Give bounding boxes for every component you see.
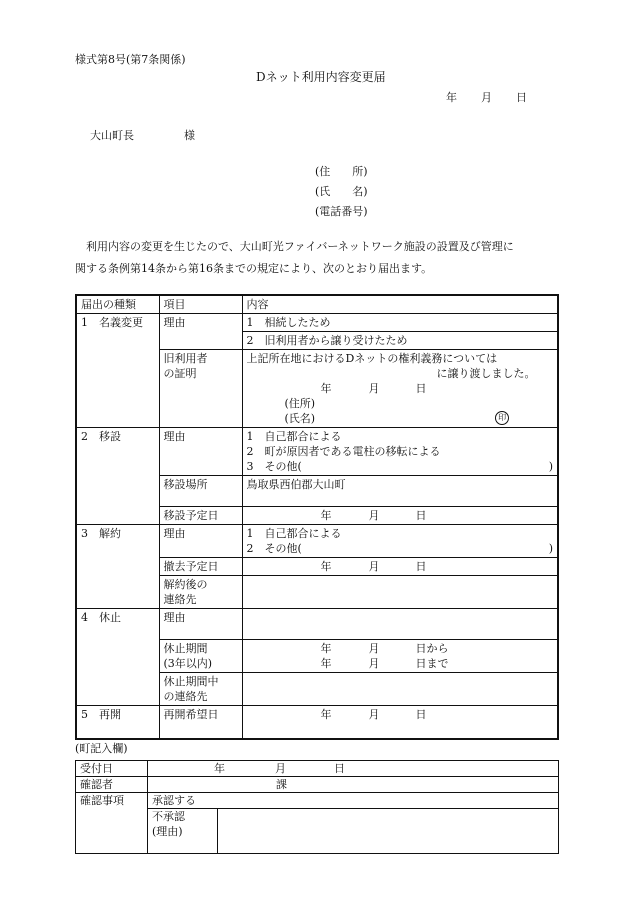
s3-reason-opt2: 2 その他(: [246, 542, 302, 555]
s3-reason-opt1: 1 自己都合による: [246, 527, 342, 540]
table-row: [76, 761, 559, 777]
s5-month: 月: [368, 708, 380, 721]
s5-day: 日: [415, 708, 427, 721]
s1-cert-label-1: 旧利用者: [163, 352, 208, 365]
s4-to-month: 月: [368, 657, 380, 670]
s1-cert-address: (住所): [284, 397, 316, 410]
s1-cert-month: 月: [368, 382, 380, 395]
s2-type-label: 2 移設: [81, 430, 121, 443]
table-row: [76, 706, 558, 740]
s4-from-year: 年: [320, 642, 332, 655]
office-reject-2: (理由): [152, 825, 183, 838]
s4-to-year: 年: [320, 657, 332, 670]
s2-reason-label: 理由: [163, 430, 186, 443]
header-content: 内容: [242, 295, 558, 314]
s1-cert-label-2: の証明: [163, 367, 197, 380]
s2-reason-cell: [242, 428, 558, 476]
office-check-label-cell: [76, 793, 148, 854]
table-row: [76, 793, 559, 809]
page-title: Dネット利用内容変更届: [256, 70, 386, 84]
addressee-honorific: 様: [184, 129, 195, 142]
s2-date-label-cell: [159, 507, 242, 525]
s1-type-label: 1 名義変更: [81, 316, 143, 329]
intro-line-1: 利用内容の変更を生じたので、大山町光ファイバーネットワーク施設の設置及び管理に: [75, 240, 514, 253]
s1-cert-day: 日: [415, 382, 427, 395]
s2-year: 年: [320, 509, 332, 522]
s4-contact-label-1: 休止期間中: [163, 675, 219, 688]
s3-type-label: 3 解約: [81, 527, 121, 540]
s4-period-cell: [242, 640, 558, 673]
s3-day: 日: [415, 560, 427, 573]
table-header-row: [76, 295, 558, 314]
office-day: 日: [334, 762, 345, 775]
s4-period-label-1: 休止期間: [163, 642, 208, 655]
s2-date-label: 移設予定日: [163, 509, 219, 522]
office-check-label: 確認事項: [80, 794, 124, 807]
s3-contact-label-cell: [159, 576, 242, 609]
office-approve-cell: [148, 793, 559, 809]
s1-cert-label-cell: [159, 350, 242, 428]
s3-date-label-cell: [159, 558, 242, 576]
s2-reason-opt2: 2 町が原因者である電柱の移転による: [246, 445, 441, 458]
office-table: [75, 760, 559, 854]
office-reject-1: 不承認: [152, 810, 185, 823]
office-heading: (町記入欄): [75, 742, 128, 755]
s2-type: [76, 428, 159, 525]
table-row: [76, 777, 559, 793]
s3-type: [76, 525, 159, 609]
s4-period-label-2: (3年以内): [163, 657, 213, 670]
table-row: [76, 609, 558, 640]
s3-contact-label-2: 連絡先: [163, 593, 197, 606]
s4-contact-label-cell: [159, 673, 242, 706]
s4-reason-label: 理由: [163, 611, 186, 624]
office-received-label: 受付日: [80, 762, 113, 775]
s1-cert-text-2: に譲り渡しました。: [436, 367, 536, 380]
table-row: [76, 525, 558, 558]
s1-cert-text-1: 上記所在地におけるDネットの権利義務については: [246, 352, 498, 365]
s1-reason-opt1-cell: [242, 314, 558, 332]
s1-reason-opt1: 1 相続したため: [246, 316, 331, 329]
office-reject-label-cell: [148, 809, 218, 854]
s2-place-cell: [242, 476, 558, 507]
s3-date-label: 撤去予定日: [163, 560, 219, 573]
s4-reason-label-cell: [159, 609, 242, 640]
s1-cert-name: (氏名): [284, 412, 316, 425]
seal-icon: 印: [495, 411, 509, 425]
s2-reason-opt3: 3 その他(: [246, 460, 302, 473]
s4-from-month: 月: [368, 642, 380, 655]
s1-reason-opt2: 2 旧利用者から譲り受けたため: [246, 334, 408, 347]
s3-reason-cell: [242, 525, 558, 558]
office-reject-reason-cell: [218, 809, 559, 854]
s2-month: 月: [368, 509, 380, 522]
s5-date-label-cell: [159, 706, 242, 740]
s4-contact-label-2: の連絡先: [163, 690, 208, 703]
s2-reason-label-cell: [159, 428, 242, 476]
s4-type-label: 4 休止: [81, 611, 121, 624]
s1-cert-cell: [242, 350, 558, 428]
s4-from-day: 日から: [415, 642, 449, 655]
intro-line-2: 関する条例第14条から第16条までの規定により、次のとおり届出ます。: [75, 262, 433, 275]
form-number: 様式第8号(第7条関係): [75, 53, 186, 66]
table-row: [76, 314, 558, 332]
table-row: [76, 809, 559, 854]
s2-place-label: 移設場所: [163, 478, 208, 491]
date-day: 日: [516, 91, 527, 104]
s4-type: [76, 609, 159, 706]
s3-contact-label-1: 解約後の: [163, 578, 208, 591]
notification-table: [75, 294, 559, 740]
s4-contact-cell: [242, 673, 558, 706]
applicant-phone-label: (電話番号): [315, 205, 368, 218]
office-month: 月: [275, 762, 286, 775]
s1-reason-label: 理由: [163, 316, 186, 329]
s3-reason-label: 理由: [163, 527, 186, 540]
header-item: 項目: [159, 295, 242, 314]
s4-period-label-cell: [159, 640, 242, 673]
s5-date-cell: [242, 706, 558, 740]
s3-month: 月: [368, 560, 380, 573]
s3-close-paren: ): [548, 542, 553, 555]
s1-reason-label-cell: [159, 314, 242, 350]
table-row: [76, 428, 558, 476]
s1-type: [76, 314, 159, 428]
office-received-label-cell: [76, 761, 148, 777]
s2-place-value: 鳥取県西伯郡大山町: [246, 478, 346, 491]
s5-type-label: 5 再開: [81, 708, 121, 721]
header-type: 届出の種類: [76, 295, 159, 314]
s5-type: [76, 706, 159, 740]
s2-close-paren: ): [548, 460, 553, 473]
s3-reason-label-cell: [159, 525, 242, 558]
s1-cert-year: 年: [320, 382, 332, 395]
s3-date-cell: [242, 558, 558, 576]
s3-contact-cell: [242, 576, 558, 609]
s5-date-label: 再開希望日: [163, 708, 219, 721]
s1-reason-opt2-cell: [242, 332, 558, 350]
office-checker-cell: [148, 777, 559, 793]
office-approve: 承認する: [152, 794, 196, 807]
office-section: 課: [276, 778, 287, 791]
s4-reason-cell: [242, 609, 558, 640]
applicant-address-label: (住 所): [315, 165, 368, 178]
s2-place-label-cell: [159, 476, 242, 507]
s5-year: 年: [320, 708, 332, 721]
office-received-cell: [148, 761, 559, 777]
office-year: 年: [214, 762, 225, 775]
addressee-name: 大山町長: [90, 129, 134, 142]
s2-date-cell: [242, 507, 558, 525]
office-checker-label: 確認者: [80, 778, 113, 791]
date-year: 年: [446, 91, 457, 104]
s2-reason-opt1: 1 自己都合による: [246, 430, 342, 443]
s3-year: 年: [320, 560, 332, 573]
office-checker-label-cell: [76, 777, 148, 793]
s4-to-day: 日まで: [415, 657, 449, 670]
applicant-name-label: (氏 名): [315, 185, 368, 198]
s2-day: 日: [415, 509, 427, 522]
date-month: 月: [481, 91, 492, 104]
